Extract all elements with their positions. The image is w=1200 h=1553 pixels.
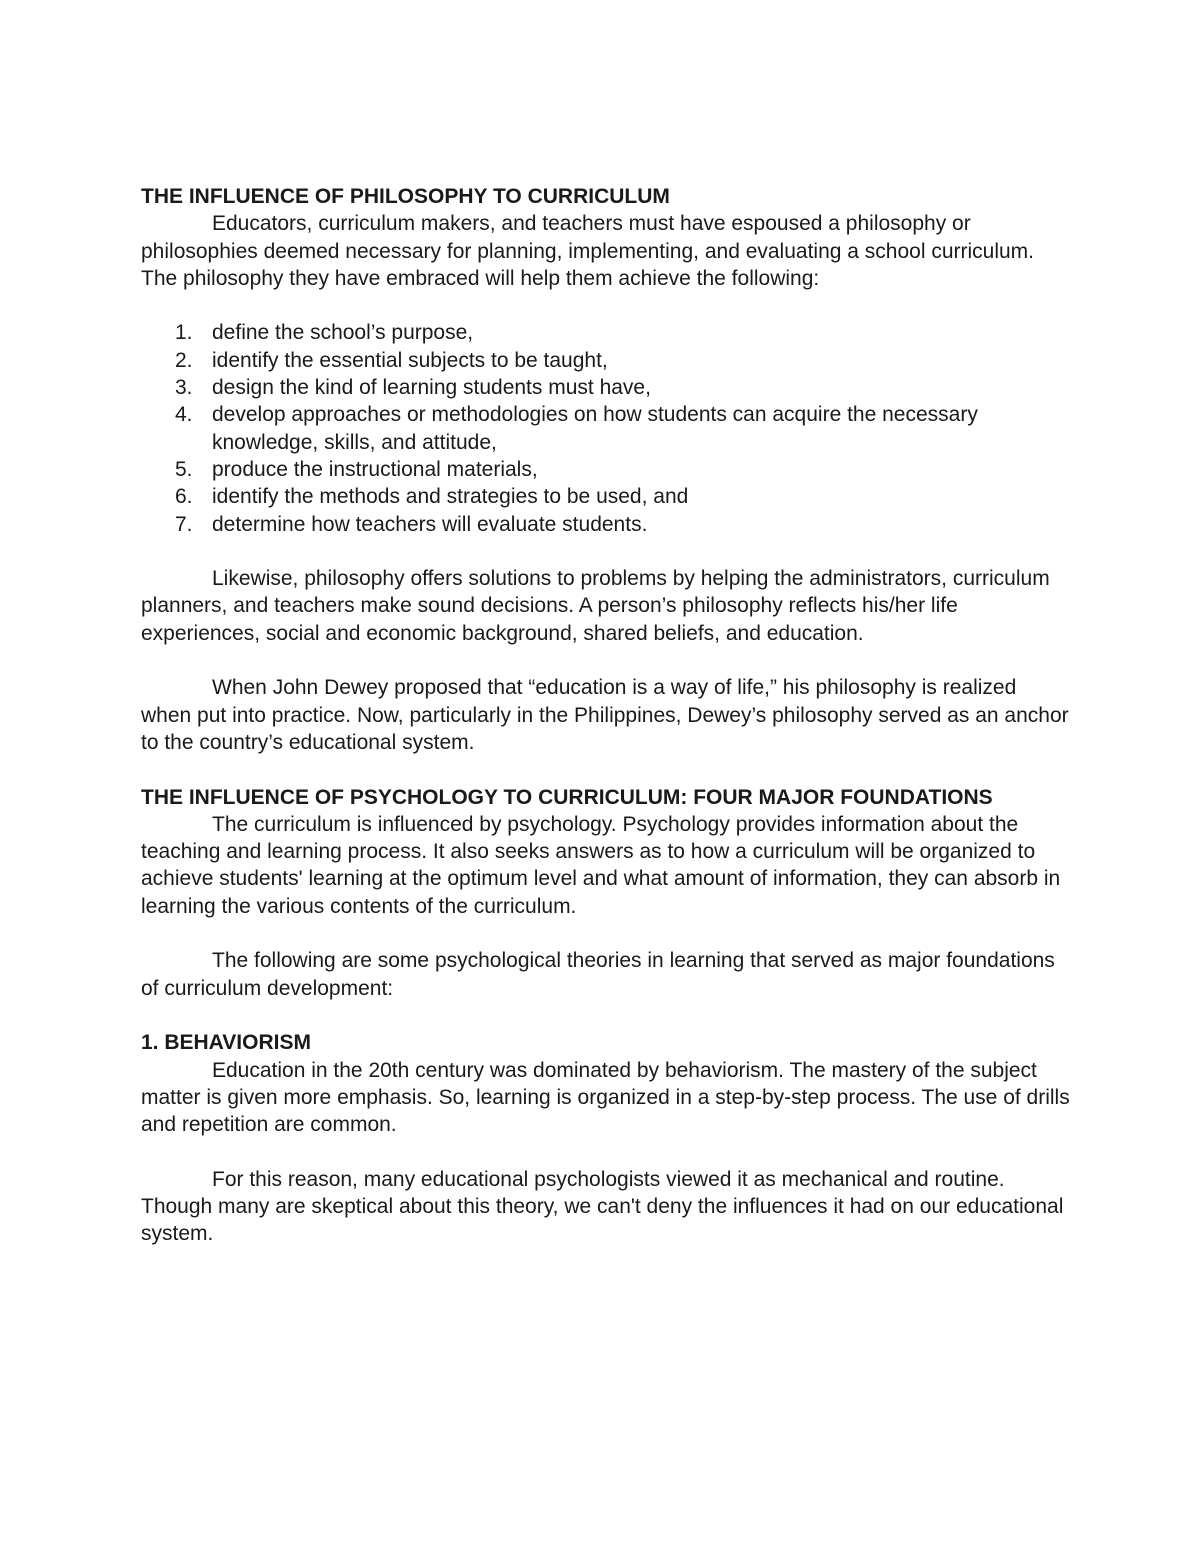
list-item bbox=[141, 319, 1071, 346]
list-item-number: 5. bbox=[175, 457, 193, 481]
list-item-number: 3. bbox=[175, 376, 193, 400]
psychology-paragraph-2: The following are some psychological theories in learning that served as major foundations of curriculum development: bbox=[141, 949, 1055, 1000]
list-item-number: 4. bbox=[175, 403, 193, 427]
list-item-number: 1. bbox=[175, 321, 193, 345]
list-item-number: 7. bbox=[175, 512, 193, 536]
list-item bbox=[141, 374, 1071, 401]
philosophy-paragraph-2: Likewise, philosophy offers solutions to problems by helping the administrators, curriculum planners, and teachers make sound decisions. A person’s philosophy reflects his/her life experiences, social and economic background, shared beliefs, and education. bbox=[141, 567, 1050, 645]
behaviorism-heading: 1. BEHAVIORISM bbox=[141, 1031, 311, 1055]
philosophy-purpose-list bbox=[141, 319, 1071, 537]
psychology-paragraph-1: The curriculum is influenced by psychology. Psychology provides information about the teaching and learning process. It also seeks answers as to how a curriculum will be organized to achieve students' learning at the optimum level and what amount of information, they can absorb in learning the various contents of the curriculum. bbox=[141, 812, 1061, 918]
list-item-number: 6. bbox=[175, 485, 193, 509]
list-item-text: identify the essential subjects to be taught, bbox=[212, 348, 608, 372]
list-item bbox=[141, 401, 1071, 456]
list-item-text: determine how teachers will evaluate students. bbox=[212, 512, 648, 536]
list-item bbox=[141, 347, 1071, 374]
philosophy-heading: THE INFLUENCE OF PHILOSOPHY TO CURRICULUM bbox=[141, 185, 670, 208]
philosophy-intro-paragraph: Educators, curriculum makers, and teachers must have espoused a philosophy or philosophies deemed necessary for planning, implementing, and evaluating a school curriculum. The philosophy they have embraced will help them achieve the following: bbox=[141, 212, 1035, 290]
section-spacer bbox=[141, 756, 1071, 783]
behaviorism-paragraph-2: For this reason, many educational psychologists viewed it as mechanical and routine. Though many are skeptical about this theory, we can't deny the influences it had on our educational system. bbox=[141, 1167, 1064, 1246]
list-item-text: define the school’s purpose, bbox=[212, 321, 474, 345]
list-item-number: 2. bbox=[175, 348, 193, 372]
behaviorism-paragraph-1: Education in the 20th century was dominated by behaviorism. The mastery of the subject matter is given more emphasis. So, learning is organized in a step-by-step process. The use of drills and repetition are common. bbox=[141, 1058, 1070, 1137]
list-item bbox=[141, 511, 1071, 538]
section-spacer bbox=[141, 1002, 1071, 1029]
list-item-text: identify the methods and strategies to be used, and bbox=[212, 485, 689, 509]
list-item-text: design the kind of learning students must have, bbox=[212, 376, 651, 400]
document-page bbox=[141, 183, 1071, 1248]
philosophy-paragraph-3: When John Dewey proposed that “education is a way of life,” his philosophy is realized when put into practice. Now, particularly in the Philippines, Dewey’s philosophy served as an anchor to the country’s educational system. bbox=[141, 676, 1069, 754]
list-item bbox=[141, 483, 1071, 510]
psychology-heading: THE INFLUENCE OF PSYCHOLOGY TO CURRICULUM: FOUR MAJOR FOUNDATIONS bbox=[141, 785, 993, 809]
list-item-text: develop approaches or methodologies on how students can acquire the necessary knowledge, skills, and attitude, bbox=[212, 403, 978, 454]
list-item-text: produce the instructional materials, bbox=[212, 457, 538, 481]
list-item bbox=[141, 456, 1071, 483]
